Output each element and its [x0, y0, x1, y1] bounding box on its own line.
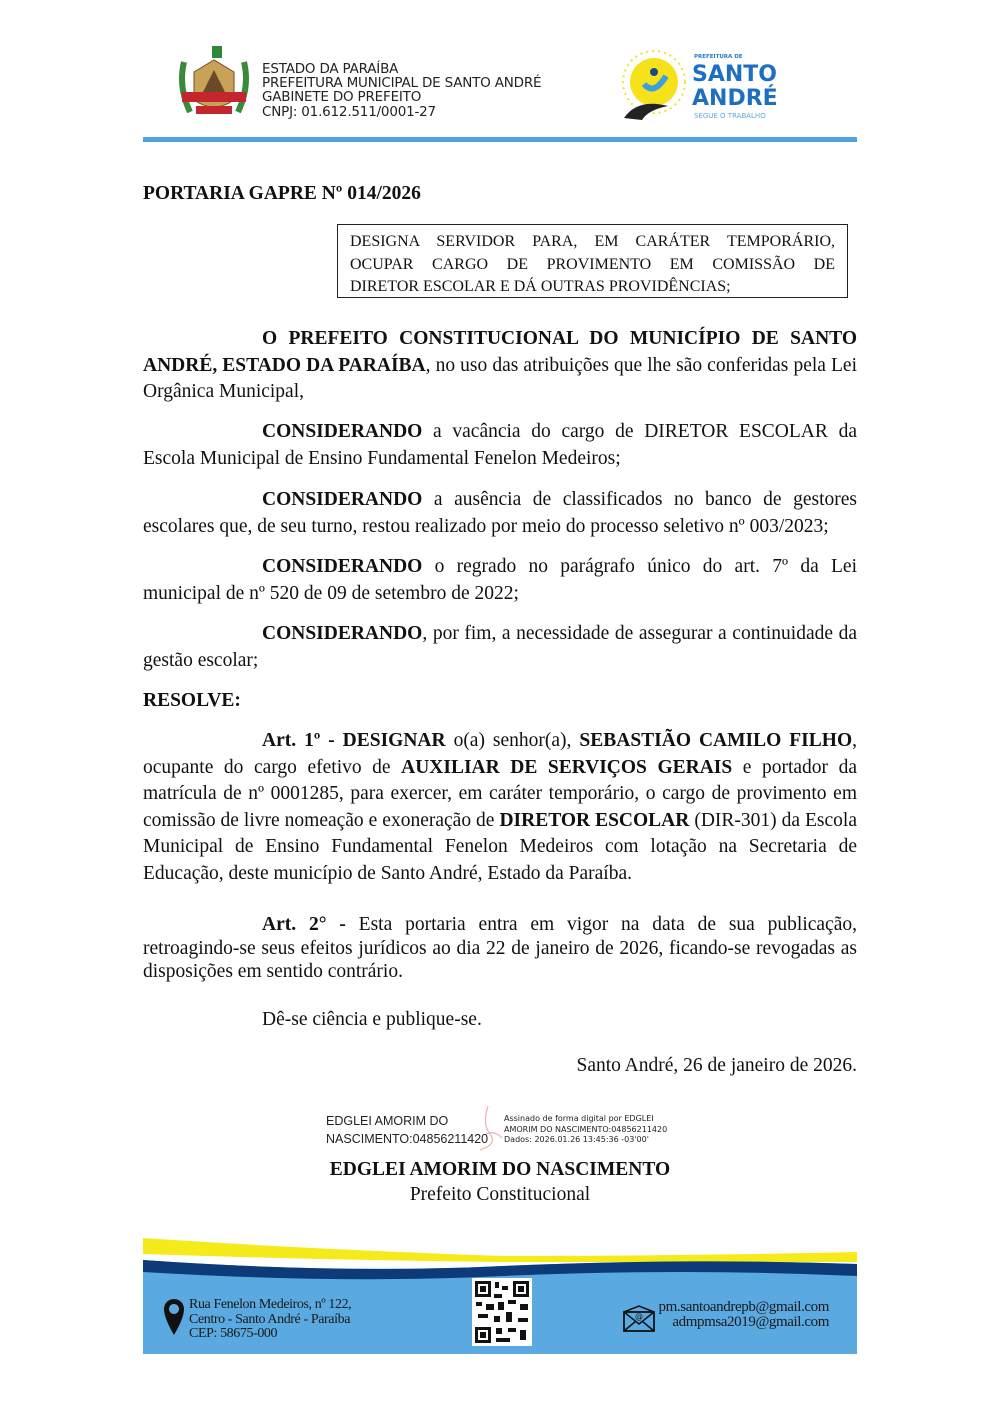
footer-emails: [659, 1300, 829, 1330]
considerando-4: CONSIDERANDO, por fim, a necessidade de assegurar a continuidade da gestão escolar;: [143, 623, 857, 671]
logo-name-andre: ANDRÉ: [692, 86, 778, 111]
considerando-1: CONSIDERANDO a vacância do cargo de DIRETOR ESCOLAR da Escola Municipal de Ensino Fundamental Fenelon Medeiros;: [143, 421, 857, 469]
email-envelope-icon: [623, 1304, 655, 1332]
ementa-line: DIRETOR ESCOLAR E DÁ OUTRAS PROVIDÊNCIAS;: [350, 278, 731, 295]
considerando-3: CONSIDERANDO o regrado no parágrafo único do art. 7º da Lei municipal de nº 520 de 09 de setembro de 2022;: [143, 556, 857, 604]
ementa-box: [337, 224, 848, 298]
preamble: O PREFEITO CONSTITUCIONAL DO MUNICÍPIO DE SANTO ANDRÉ, ESTADO DA PARAÍBA, no uso das atribuições que lhe são conferidas pela Lei Orgânica Municipal,: [143, 328, 857, 403]
email-link[interactable]: pm.santoandrepb@gmail.com: [658, 1299, 829, 1315]
pdf-signature-watermark-icon: [474, 1104, 504, 1154]
resolve-heading: RESOLVE:: [143, 690, 241, 711]
logo-prefeitura-label: PREFEITURA DE: [694, 54, 743, 60]
footer-address: Rua Fenelon Medeiros, nº 122, Centro - Santo André - Paraíba CEP: 58675-000: [189, 1297, 352, 1341]
location-pin-icon: [163, 1298, 185, 1336]
header-cnpj: CNPJ: 01.612.511/0001-27: [262, 103, 436, 120]
header-prefecture: PREFEITURA MUNICIPAL DE SANTO ANDRÉ: [262, 75, 542, 92]
date-line: Santo André, 26 de janeiro de 2026.: [576, 1055, 857, 1076]
article-2: Art. 2° - Esta portaria entra em vigor na data de sua publicação, retroagindo-se seus efeitos jurídicos ao dia 22 de janeiro de 2026, ficando-se revogadas as disposições em sentido contrário.: [143, 914, 857, 982]
considerando-2: CONSIDERANDO a ausência de classificados no banco de gestores escolares que, de seu turno, restou realizado por meio do processo seletivo nº 003/2023;: [143, 489, 857, 537]
article-1: Art. 1º - DESIGNAR o(a) senhor(a), SEBASTIÃO CAMILO FILHO, ocupante do cargo efetivo de AUXILIAR DE SERVIÇOS GERAIS e portador da matrícula de nº 0001285, para exercer, em caráter temporário, o cargo de provimento em comissão de livre nomeação e exoneração de DIRETOR ESCOLAR (DIR-301) da Escola Municipal de Ensino Fundamental Fenelon Medeiros com lotação na Secretaria de Educação, deste município de Santo André, Estado da Paraíba.: [143, 730, 857, 884]
closing-text: Dê-se ciência e publique-se.: [262, 1009, 482, 1030]
ementa-line: DESIGNA SERVIDOR PARA, EM CARÁTER TEMPORÁRIO,: [350, 233, 835, 250]
document-title: PORTARIA GAPRE Nº 014/2026: [143, 183, 421, 204]
santo-andre-logo: [618, 48, 788, 124]
header-office: GABINETE DO PREFEITO: [262, 89, 422, 106]
digital-signature-details: Assinado de forma digital por EDGLEI AMORIM DO NASCIMENTO:04856211420 Dados: 2026.01.26 13:45:36 -03'00': [504, 1114, 668, 1144]
footer-banner: [143, 1232, 857, 1354]
svg-text:@: @: [635, 1312, 643, 1321]
email-link[interactable]: admpmsa2019@gmail.com: [672, 1314, 829, 1330]
header-institution: [262, 62, 541, 119]
qr-code: [472, 1278, 532, 1346]
header-state: ESTADO DA PARAÍBA: [262, 61, 399, 77]
municipal-crest-logo: [176, 42, 252, 122]
signer-role: Prefeito Constitucional: [409, 1184, 591, 1205]
signer-name: EDGLEI AMORIM DO NASCIMENTO: [329, 1159, 671, 1180]
logo-name-santo: SANTO: [692, 62, 777, 87]
header-divider: [143, 137, 857, 142]
ementa-line: OCUPAR CARGO DE PROVIMENTO EM COMISSÃO DE: [350, 255, 835, 273]
logo-slogan: SEGUE O TRABALHO: [694, 112, 766, 120]
digital-signature-name: EDGLEI AMORIM DO NASCIMENTO:04856211420: [326, 1114, 489, 1146]
